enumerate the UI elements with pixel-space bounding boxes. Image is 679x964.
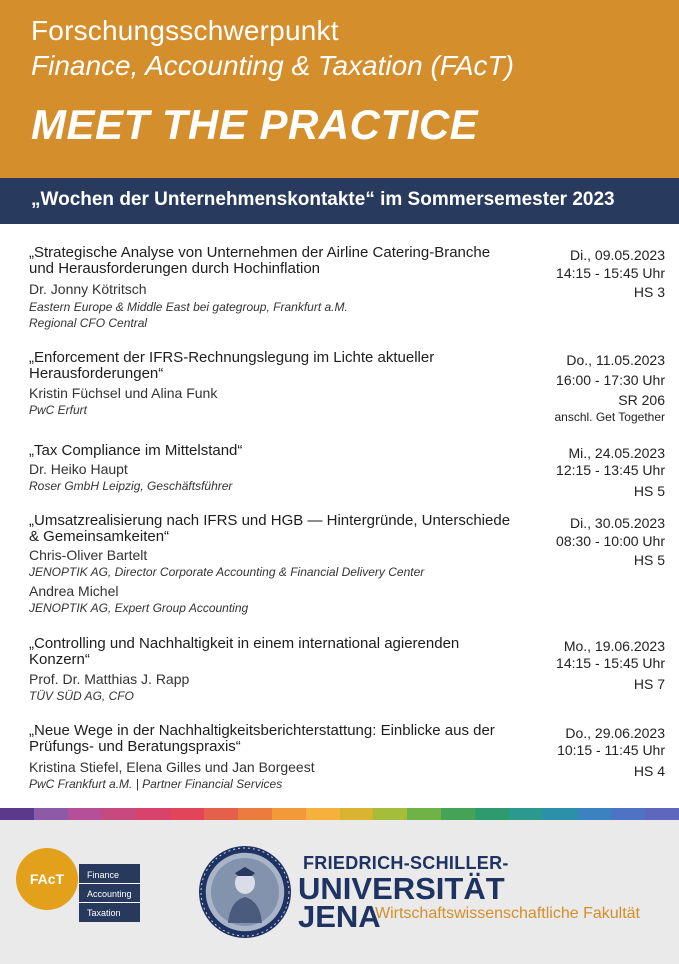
- event-affiliation: Roser GmbH Leipzig, Geschäftsführer: [29, 479, 233, 493]
- event-date: Do., 11.05.2023: [566, 352, 665, 368]
- fact-logo-word: Accounting: [87, 889, 132, 899]
- event-time: 14:15 - 15:45 Uhr: [556, 655, 665, 671]
- research-focus-label: Forschungsschwerpunkt: [31, 15, 339, 46]
- event-title: „Umsatzrealisierung nach IFRS und HGB — Hintergründe, Unterschiede & Gemeinsamkeiten“: [29, 512, 511, 545]
- event-time: 16:00 - 17:30 Uhr: [556, 372, 665, 388]
- event-room: HS 5: [633, 552, 665, 568]
- series-banner: [0, 178, 679, 224]
- fact-logo-word: Taxation: [87, 908, 121, 918]
- color-stripe-segment: [136, 808, 170, 820]
- event-affiliation: Eastern Europe & Middle East bei gategroup, Frankfurt a.M.: [29, 300, 348, 314]
- color-stripe: [0, 808, 679, 820]
- color-stripe-segment: [645, 808, 679, 820]
- color-stripe-segment: [407, 808, 441, 820]
- series-banner-text: „Wochen der Unternehmenskontakte“ im Sommersemester 2023: [31, 189, 615, 210]
- event-date: Do., 29.06.2023: [565, 725, 665, 741]
- event-title: „Controlling und Nachhaltigkeit in einem international agierenden Konzern“: [29, 635, 460, 668]
- event-date: Mo., 19.06.2023: [563, 638, 665, 654]
- color-stripe-segment: [238, 808, 272, 820]
- event-affiliation: JENOPTIK AG, Director Corporate Accounting & Financial Delivery Center: [29, 565, 425, 579]
- event-speaker: Dr. Heiko Haupt: [29, 461, 128, 477]
- event-speaker: Kristin Füchsel und Alina Funk: [29, 385, 218, 401]
- event-affiliation: JENOPTIK AG, Expert Group Accounting: [29, 601, 249, 615]
- event-affiliation: PwC Frankfurt a.M. | Partner Financial Services: [29, 777, 283, 791]
- fact-logo-divider: [79, 902, 140, 903]
- color-stripe-segment: [611, 808, 645, 820]
- fact-logo-box: [79, 864, 140, 922]
- header: [0, 0, 679, 178]
- color-stripe-segment: [272, 808, 306, 820]
- color-stripe-segment: [441, 808, 475, 820]
- event-title: „Tax Compliance im Mittelstand“: [29, 442, 243, 459]
- event-date: Di., 30.05.2023: [570, 515, 665, 531]
- color-stripe-segment: [509, 808, 543, 820]
- event-room: HS 4: [633, 763, 665, 779]
- event-speaker: Prof. Dr. Matthias J. Rapp: [29, 671, 190, 687]
- event-title: „Strategische Analyse von Unternehmen der Airline Catering-Branche und Herausforderungen durch Hochinflation: [29, 244, 491, 277]
- event-room: HS 3: [633, 284, 665, 300]
- color-stripe-segment: [68, 808, 102, 820]
- fact-logo-divider: [79, 883, 140, 884]
- color-stripe-segment: [577, 808, 611, 820]
- event-note: anschl. Get Together: [554, 410, 665, 424]
- event-speaker: Andrea Michel: [29, 583, 119, 599]
- event-room: HS 7: [633, 676, 665, 692]
- color-stripe-segment: [306, 808, 340, 820]
- university-name-line1: FRIEDRICH-SCHILLER-: [303, 853, 509, 873]
- page-title: MEET THE PRACTICE: [31, 101, 479, 148]
- event-title: „Enforcement der IFRS-Rechnungslegung im Lichte aktueller Herausforderungen“: [29, 349, 435, 382]
- research-focus-name: Finance, Accounting & Taxation (FAcT): [31, 50, 514, 81]
- university-name-line3: JENA: [298, 899, 381, 934]
- university-seal-icon: [198, 845, 292, 939]
- event-date: Di., 09.05.2023: [570, 247, 665, 263]
- color-stripe-segment: [373, 808, 407, 820]
- event-room: HS 5: [633, 483, 665, 499]
- event-time: 12:15 - 13:45 Uhr: [556, 462, 665, 478]
- faculty-name: Wirtschaftswissenschaftliche Fakultät: [375, 905, 640, 922]
- event-affiliation: PwC Erfurt: [29, 403, 88, 417]
- event-date: Mi., 24.05.2023: [568, 445, 665, 461]
- color-stripe-segment: [34, 808, 68, 820]
- color-stripe-segment: [340, 808, 374, 820]
- event-affiliation: TÜV SÜD AG, CFO: [29, 689, 134, 703]
- fact-logo-word: Finance: [87, 870, 120, 880]
- event-speaker: Chris-Oliver Bartelt: [29, 547, 148, 563]
- color-stripe-segment: [170, 808, 204, 820]
- event-speaker: Dr. Jonny Kötritsch: [29, 281, 147, 297]
- color-stripe-segment: [204, 808, 238, 820]
- event-speaker: Kristina Stiefel, Elena Gilles und Jan Borgeest: [29, 759, 315, 775]
- university-name-line2: UNIVERSITÄT: [298, 871, 505, 906]
- color-stripe-segment: [475, 808, 509, 820]
- event-time: 10:15 - 11:45 Uhr: [557, 742, 665, 758]
- event-time: 14:15 - 15:45 Uhr: [556, 265, 665, 281]
- color-stripe-segment: [543, 808, 577, 820]
- event-affiliation: Regional CFO Central: [29, 316, 148, 330]
- event-title: „Neue Wege in der Nachhaltigkeitsberichterstattung: Einblicke aus der Prüfungs- und Beratungspraxis“: [29, 722, 495, 755]
- color-stripe-segment: [0, 808, 34, 820]
- event-room: SR 206: [618, 392, 665, 408]
- color-stripe-segment: [102, 808, 136, 820]
- event-time: 08:30 - 10:00 Uhr: [556, 533, 665, 549]
- fact-logo-circle: FAcT: [16, 848, 78, 910]
